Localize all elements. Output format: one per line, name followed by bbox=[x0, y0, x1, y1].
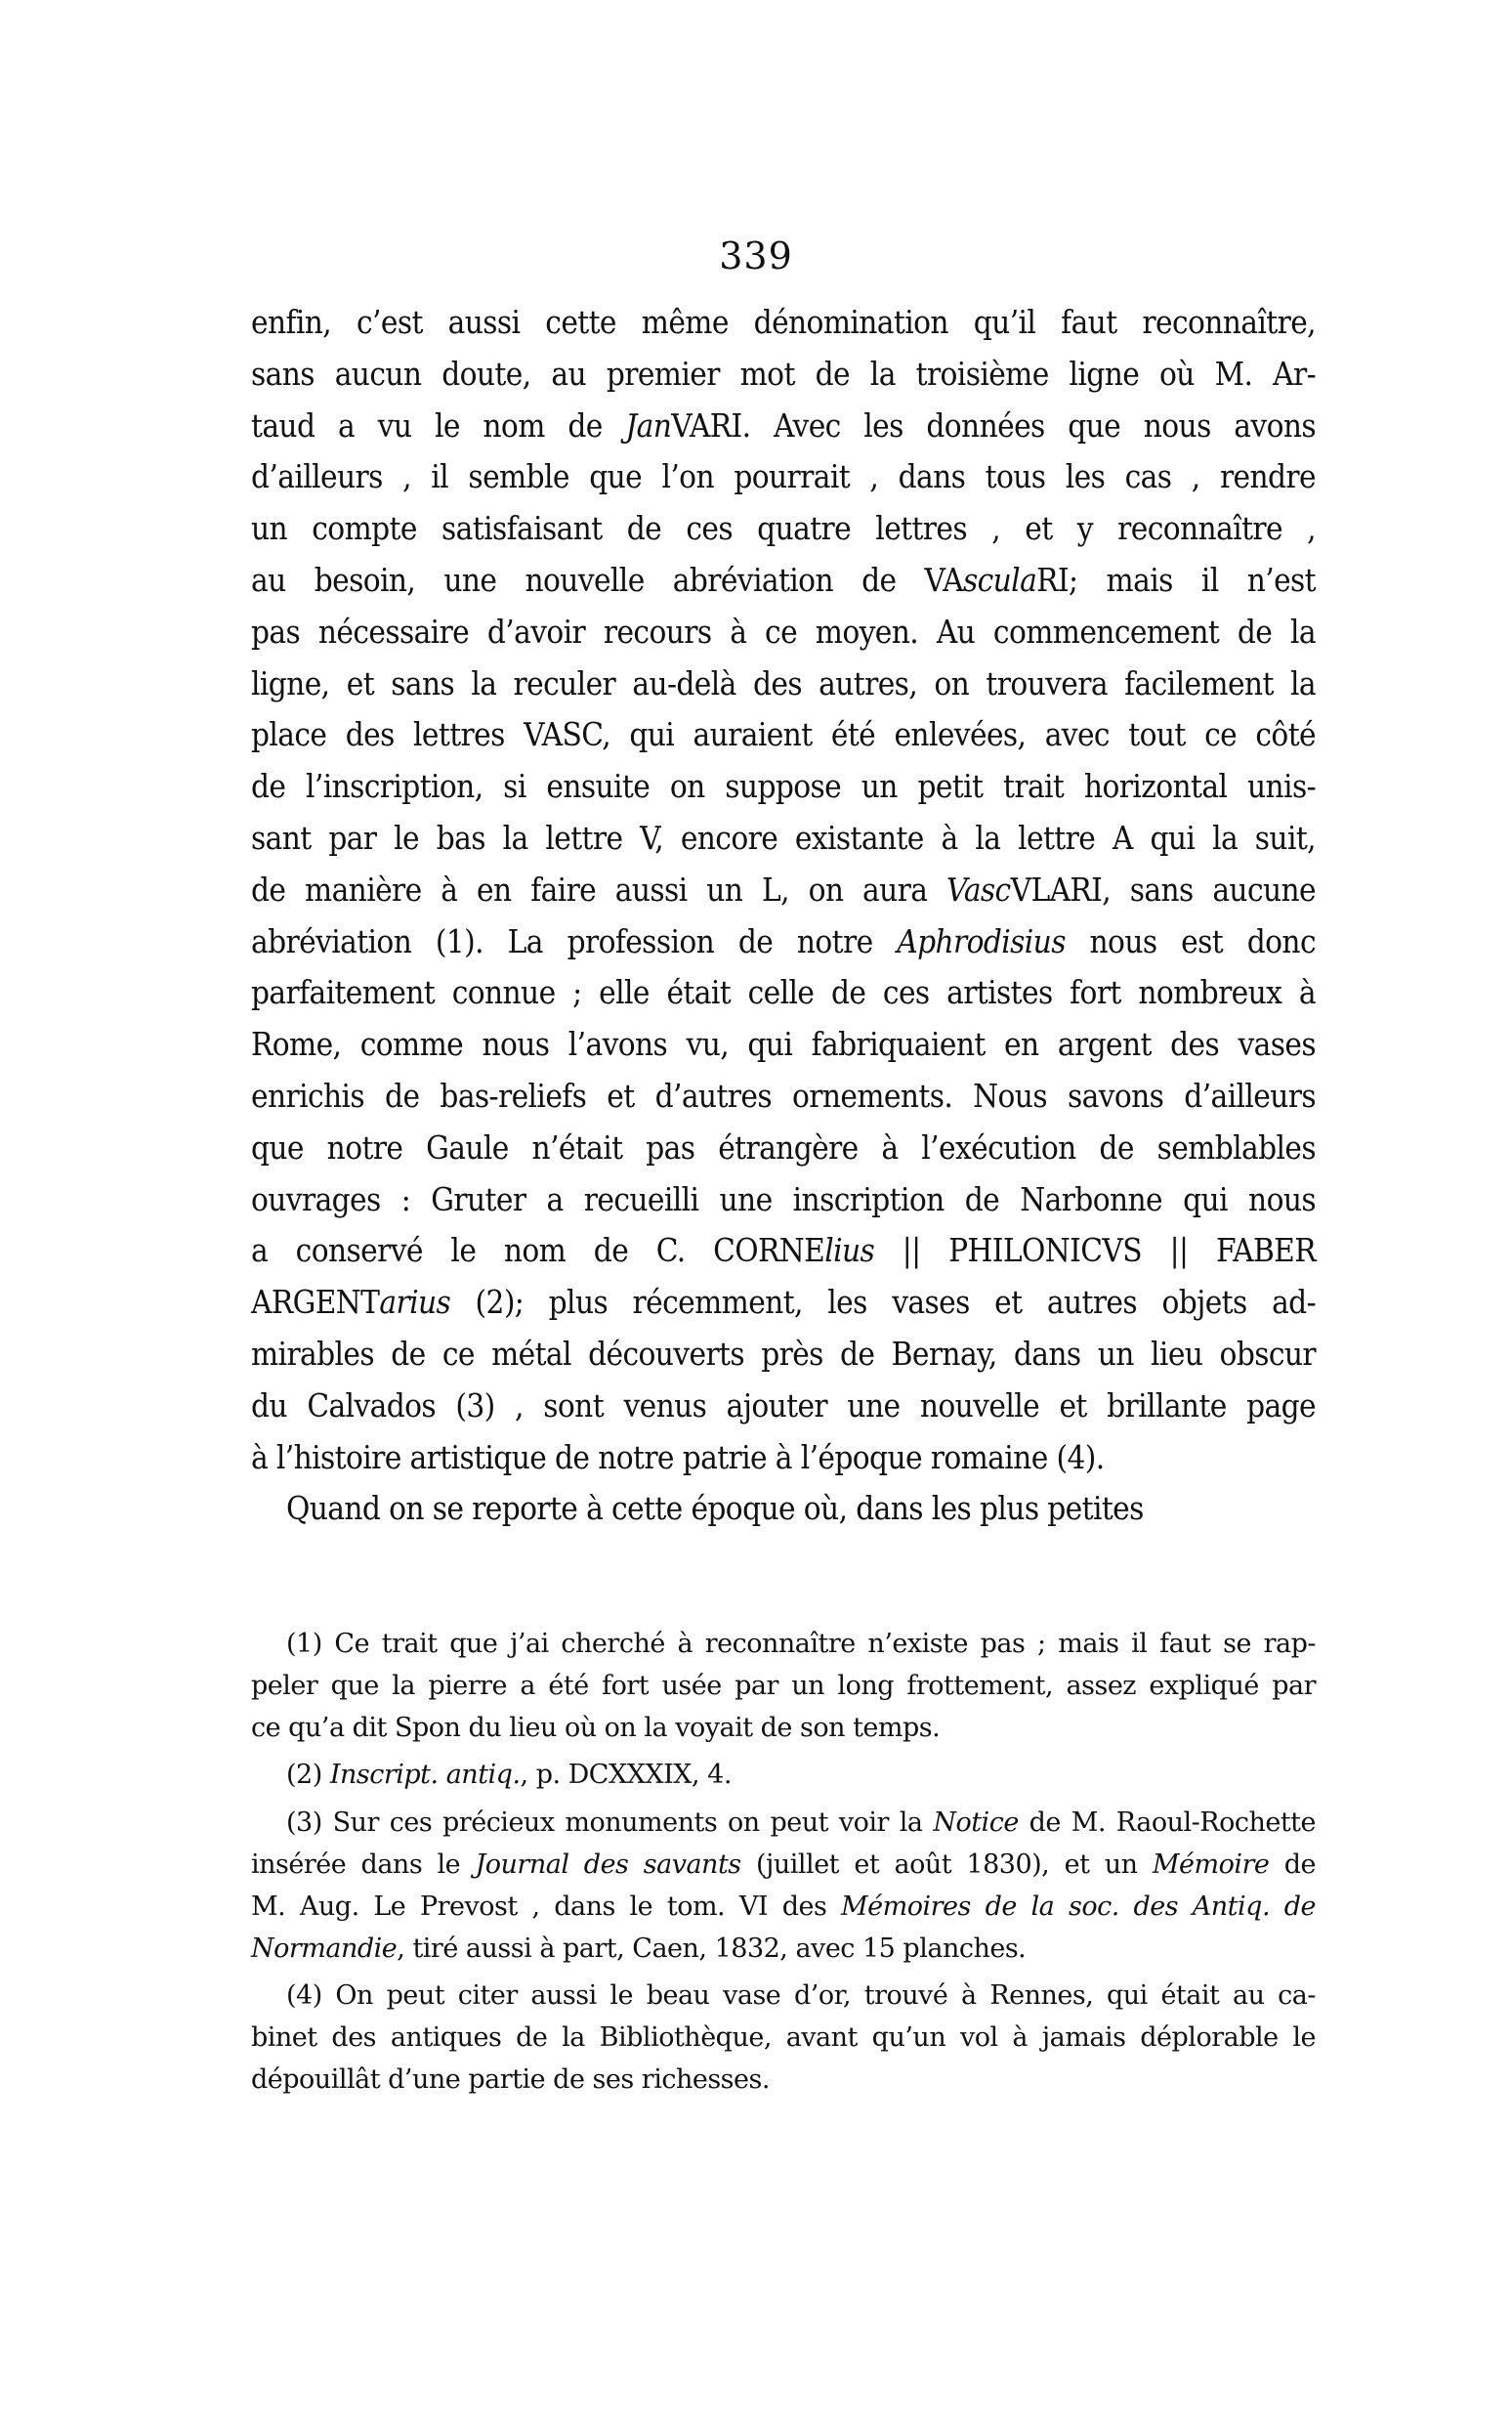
italic-text: lius bbox=[824, 1231, 875, 1270]
body-line bbox=[251, 1174, 1316, 1226]
footnote-line bbox=[251, 1929, 1316, 1971]
body-line bbox=[251, 1329, 1316, 1381]
body-line bbox=[251, 607, 1316, 659]
body-line bbox=[251, 1432, 1316, 1484]
text-segment: enrichis de bas-reliefs et d’autres ornements. Nous savons d’ailleurs bbox=[251, 1076, 1316, 1115]
footnote-line bbox=[251, 1803, 1316, 1845]
footnote-line bbox=[251, 1845, 1316, 1887]
text-segment: de l’inscription, si ensuite on suppose un petit trait horizontal unis- bbox=[251, 767, 1316, 806]
body-line bbox=[251, 503, 1316, 555]
text-segment: à l’histoire artistique de notre patrie à l’époque romaine (4). bbox=[251, 1437, 1105, 1476]
italic-text: scula bbox=[963, 560, 1037, 599]
text-segment: VLARI, sans aucune bbox=[1010, 870, 1316, 909]
text-segment: sans aucun doute, au premier mot de la troisième ligne où M. Ar- bbox=[251, 354, 1316, 393]
footnote-4 bbox=[251, 1976, 1316, 2106]
italic-text: Vasc bbox=[946, 870, 1011, 909]
italic-text: arius bbox=[379, 1283, 451, 1322]
text-segment: insérée dans le bbox=[251, 1849, 476, 1880]
body-line bbox=[251, 349, 1316, 401]
text-segment: un compte satisfaisant de ces quatre lettres , et y reconnaître , bbox=[251, 509, 1316, 548]
text-segment: peler que la pierre a été fort usée par un long frottement, assez expliqué par bbox=[251, 1670, 1316, 1701]
text-segment: abréviation (1). La profession de notre bbox=[251, 921, 898, 960]
body-line bbox=[251, 709, 1316, 761]
text-segment: (2); plus récemment, les vases et autres objets ad- bbox=[450, 1283, 1316, 1322]
body-line bbox=[251, 761, 1316, 813]
footnote-line bbox=[251, 1976, 1316, 2018]
text-segment: RI; mais il n’est bbox=[1036, 560, 1316, 599]
text-segment: M. Aug. Le Prevost , dans le tom. VI des bbox=[251, 1891, 842, 1922]
text-segment: Ce trait que j’ai cherché à reconnaître n’existe pas ; mais il faut se rap- bbox=[334, 1629, 1317, 1659]
italic-text: Aphrodisius bbox=[897, 921, 1066, 960]
text-segment: sant par le bas la lettre V, encore existante à la lettre A qui la suit, bbox=[251, 818, 1316, 857]
text-segment: || PHILONICVS || FABER bbox=[874, 1231, 1317, 1270]
text-segment: enfin, c’est aussi cette même dénomination qu’il faut reconnaître, bbox=[251, 303, 1316, 341]
text-segment: du Calvados (3) , sont venus ajouter une nouvelle et brillante page bbox=[251, 1385, 1316, 1424]
text-segment: (juillet et août 1830), et un bbox=[740, 1849, 1153, 1880]
text-segment: de manière à en faire aussi un L, on aura bbox=[251, 870, 947, 909]
text-segment: de bbox=[1269, 1849, 1316, 1880]
footnote-1 bbox=[251, 1624, 1316, 1755]
italic-text: Notice bbox=[933, 1807, 1019, 1839]
body-line bbox=[251, 555, 1316, 607]
text-segment: , tiré aussi à part, Caen, 1832, avec 15 planches. bbox=[397, 1933, 1027, 1964]
footnote-marker: (4) bbox=[286, 1980, 336, 2012]
body-line bbox=[251, 813, 1316, 865]
footnote-line bbox=[251, 1755, 1316, 1797]
text-segment: Sur ces précieux monuments on peut voir la bbox=[332, 1807, 934, 1839]
text-segment: que notre Gaule n’était pas étrangère à l’exécution de semblables bbox=[251, 1127, 1316, 1167]
body-line bbox=[251, 1019, 1316, 1071]
footnote-line bbox=[251, 2060, 1316, 2102]
text-segment: a conservé le nom de C. CORNE bbox=[251, 1231, 825, 1270]
italic-text: Normandie bbox=[251, 1933, 398, 1964]
footnote-line bbox=[251, 1624, 1316, 1666]
footnote-marker: (3) bbox=[286, 1807, 333, 1839]
footnote-3 bbox=[251, 1803, 1316, 1976]
footnote-line bbox=[251, 1666, 1316, 1708]
footnotes bbox=[251, 1624, 1316, 2107]
italic-text: Journal des savants bbox=[475, 1849, 741, 1880]
body-text bbox=[251, 297, 1316, 1535]
footnote-marker: (2) bbox=[286, 1760, 330, 1791]
footnote-spacer bbox=[251, 2102, 1316, 2107]
body-line bbox=[251, 1071, 1316, 1123]
text-segment: taud a vu le nom de bbox=[251, 405, 626, 445]
text-segment: binet des antiques de la Bibliothèque, avant qu’un vol à jamais déplorable le bbox=[251, 2022, 1316, 2054]
body-line bbox=[251, 916, 1316, 968]
text-segment: mirables de ce métal découverts près de Bernay, dans un lieu obscur bbox=[251, 1334, 1316, 1373]
text-segment: On peut citer aussi le beau vase d’or, trouvé à Rennes, qui était au ca- bbox=[335, 1980, 1317, 2012]
text-segment: d’ailleurs , il semble que l’on pourrait , dans tous les cas , rendre bbox=[251, 457, 1316, 496]
body-line bbox=[251, 297, 1316, 349]
text-segment: VARI. Avec les données que nous avons bbox=[671, 405, 1316, 445]
body-line bbox=[251, 401, 1316, 452]
body-line bbox=[251, 1277, 1316, 1329]
text-segment: ligne, et sans la reculer au-delà des autres, on trouvera facilement la bbox=[251, 663, 1316, 702]
text-segment: , p. DCXXXIX, 4. bbox=[520, 1760, 732, 1791]
text-segment: de M. Raoul-Rochette bbox=[1018, 1807, 1317, 1839]
text-segment: pas nécessaire d’avoir recours à ce moyen. Au commencement de la bbox=[251, 612, 1316, 651]
text-segment: ARGENT bbox=[251, 1283, 380, 1322]
body-line bbox=[251, 451, 1316, 503]
body-line bbox=[251, 865, 1316, 916]
text-segment: ouvrages : Gruter a recueilli une inscription de Narbonne qui nous bbox=[251, 1179, 1316, 1218]
body-line bbox=[251, 659, 1316, 710]
page-number: 339 bbox=[719, 234, 793, 277]
italic-text: Mémoires de la soc. des Antiq. de bbox=[841, 1891, 1316, 1922]
text-segment: nous est donc bbox=[1065, 921, 1316, 960]
italic-text: Inscript. antiq. bbox=[329, 1760, 521, 1791]
italic-text: Mémoire bbox=[1152, 1849, 1270, 1880]
footnote-line bbox=[251, 2018, 1316, 2060]
text-segment: place des lettres VASC, qui auraient été enlevées, avec tout ce côté bbox=[251, 715, 1316, 754]
footnote-marker: (1) bbox=[286, 1629, 335, 1659]
body-line bbox=[251, 1225, 1316, 1277]
text-segment: ce qu’a dit Spon du lieu où on la voyait de son temps. bbox=[251, 1712, 941, 1743]
body-line bbox=[251, 967, 1316, 1019]
footnote-2 bbox=[251, 1755, 1316, 1803]
body-line bbox=[251, 1123, 1316, 1174]
footnote-line bbox=[251, 1887, 1316, 1929]
text-segment: parfaitement connue ; elle était celle de ces artistes fort nombreux à bbox=[251, 973, 1316, 1012]
body-line bbox=[251, 1483, 1316, 1535]
footnote-line bbox=[251, 1708, 1316, 1750]
text-segment: Quand on se reporte à cette époque où, dans les plus petites bbox=[286, 1489, 1144, 1528]
italic-text: Jan bbox=[625, 405, 672, 445]
body-line bbox=[251, 1381, 1316, 1432]
text-segment: dépouillât d’une partie de ses richesses. bbox=[251, 2063, 770, 2095]
text-segment: au besoin, une nouvelle abréviation de VA bbox=[251, 560, 963, 599]
text-segment: Rome, comme nous l’avons vu, qui fabriquaient en argent des vases bbox=[251, 1025, 1316, 1064]
